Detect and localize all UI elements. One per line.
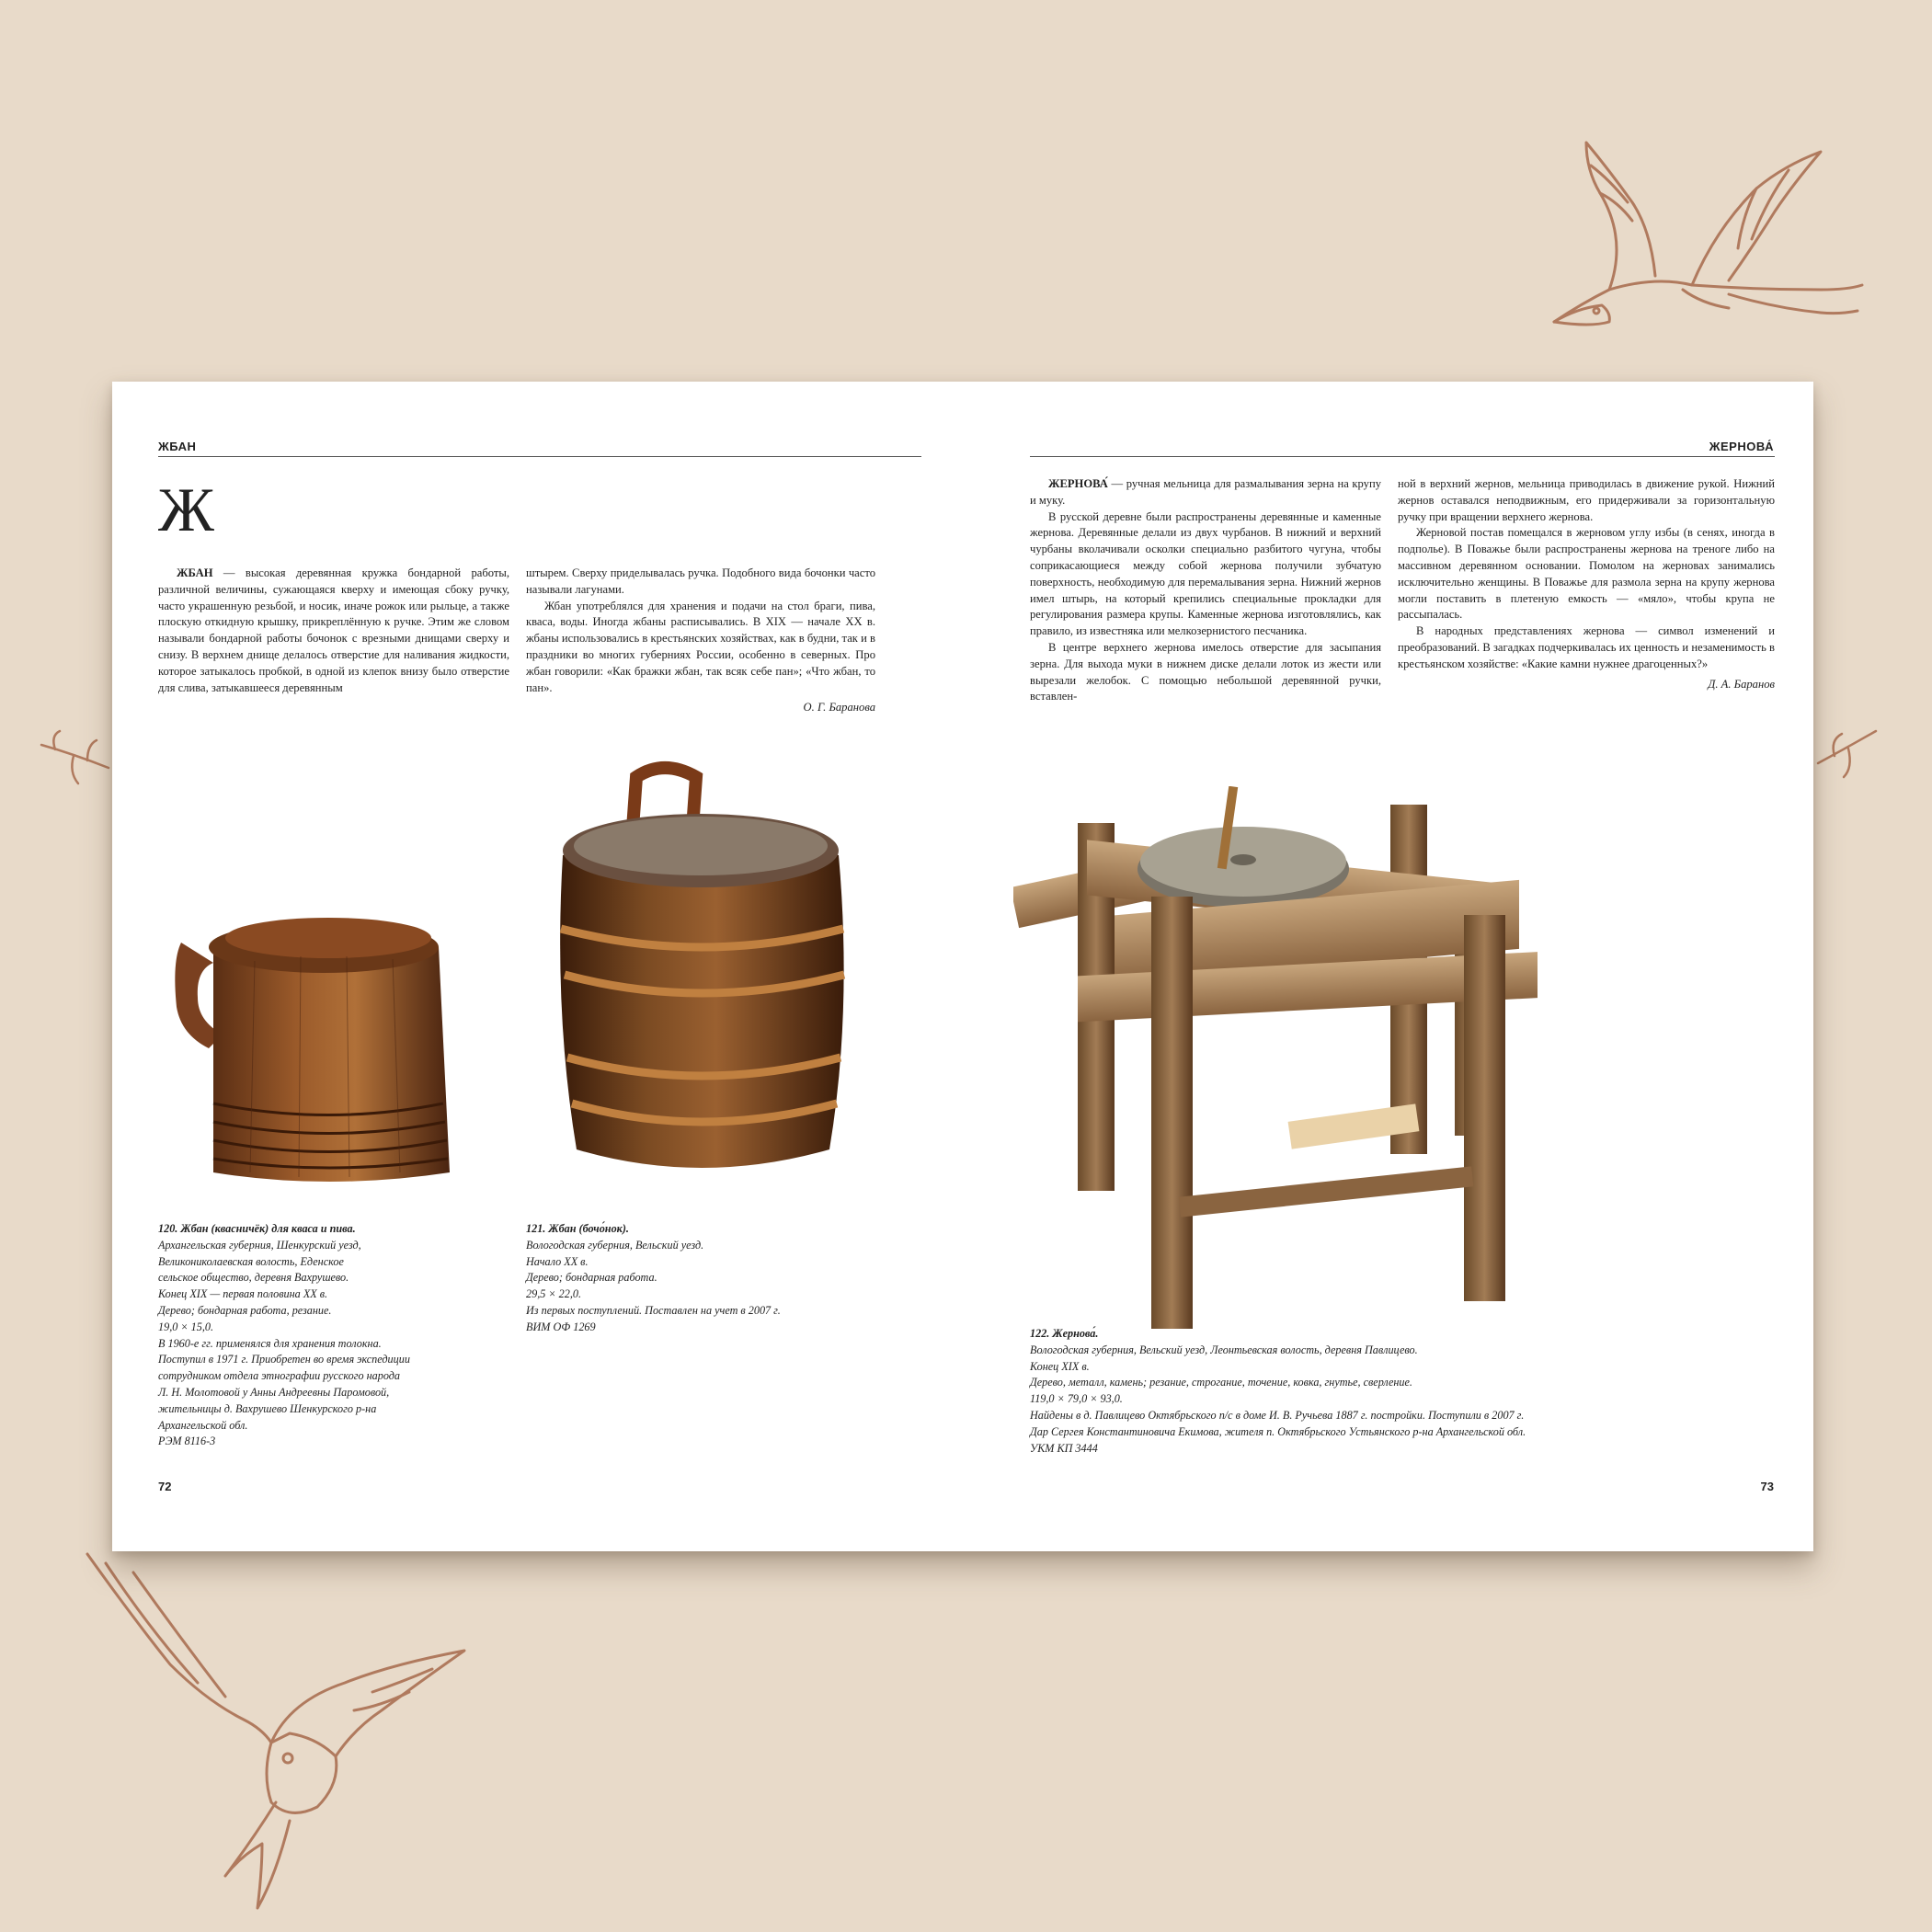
caption-line: В 1960-е гг. применялся для хранения толокна. (158, 1336, 382, 1350)
left-page (112, 382, 963, 1551)
caption-line: Архангельская губерния, Шенкурский уезд, (158, 1238, 361, 1252)
page-number: 73 (1760, 1480, 1774, 1493)
article-column-1 (158, 566, 509, 696)
caption-line: Вологодская губерния, Вельский уезд, Леонтьевская волость, деревня Павлицево. (1030, 1343, 1418, 1356)
entry-headword: ЖЕРНОВА́ (1048, 477, 1108, 490)
caption-line: Найдены в д. Павлицево Октябрьского п/с в доме И. В. Ручьева 1887 г. постройки. Поступили в 2007 г. (1030, 1408, 1525, 1422)
caption-line: ВИМ ОФ 1269 (526, 1320, 596, 1333)
mug-photo (163, 897, 466, 1191)
figure-caption-121 (526, 1221, 781, 1336)
caption-line: Из первых поступлений. Поставлен на учет в 2007 г. (526, 1303, 781, 1317)
article-column-2 (1398, 476, 1775, 692)
article-paragraph: Жбан употреблялся для хранения и подачи на стол браги, пива, кваса, воды. Иногда жбаны расписывались. В XIX — начале XX в. жбаны использовались в крестьянских хозяйствах, как в будни, так и в праздники во многих губерниях России, особенно в северных. Про жбан говорили: «Как бражки жбан, так всяк себе пан»; «Что жбан, то пан». (526, 599, 875, 694)
swallow-top-right-illustration (1545, 101, 1876, 340)
caption-line: Дар Сергея Константиновича Екимова, жителя п. Октябрьского Устьянского р-на Архангельской обл. (1030, 1424, 1526, 1438)
caption-title: 120. Жбан (квасничёк) для кваса и пива. (158, 1222, 356, 1235)
article-paragraph: штырем. Сверху приделывалась ручка. Подобного вида бочонки часто называли лагунами. (526, 566, 875, 596)
caption-line: Л. Н. Молотовой у Анны Андреевны Паромовой, (158, 1385, 390, 1399)
article-paragraph: Жерновой постав помещался в жерновом углу избы (в сенях, иногда в подполье). В Поважье были распространены жернова на треноге либо на массивном деревянном основании. Помолом на жерновах занимались исключительно женщины. В Поважье для размола зерна на крупу жернова могли поставить в плетеную емкость — «мяло», чтобы крупа не рассыпалась. (1398, 526, 1775, 622)
article-text: — ручная мельница для размалывания зерна на крупу и муку. (1030, 477, 1381, 507)
caption-line: Великониколаевская волость, Еденское (158, 1254, 344, 1268)
caption-line: Поступил в 1971 г. Приобретен во время экспедиции (158, 1353, 410, 1366)
article-paragraph: В народных представлениях жернова — символ изменений и преобразований. В загадках подчеркивалась их ценность и незаменимость в крестьянском хозяйстве: «Какие камни нужнее драгоценных?» (1398, 624, 1775, 670)
caption-line: Дерево; бондарная работа, резание. (158, 1303, 332, 1317)
running-head: ЖЕРНОВА́ (1709, 440, 1774, 453)
caption-line: Вологодская губерния, Вельский уезд. (526, 1238, 704, 1252)
running-head: ЖБАН (158, 440, 197, 453)
caption-line: Дерево, металл, камень; резание, строгание, точение, ковка, гнутье, сверление. (1030, 1376, 1412, 1389)
caption-line: сельское общество, деревня Вахрушево. (158, 1271, 349, 1285)
article-paragraph: ной в верхний жернов, мельница приводилась в движение рукой. Нижний жернов оставался неподвижным, его придерживали за горизонтальную ручку при вращении верхнего жернова. (1398, 477, 1775, 523)
header-rule (1030, 456, 1775, 457)
caption-line: 19,0 × 15,0. (158, 1320, 214, 1333)
right-page (963, 382, 1813, 1551)
article-column-2 (526, 566, 875, 716)
entry-headword: ЖБАН (177, 566, 213, 579)
caption-line: 119,0 × 79,0 × 93,0. (1030, 1392, 1123, 1406)
swallow-bottom-left-illustration (78, 1545, 483, 1913)
section-letter: Ж (158, 474, 214, 544)
barrel-photo (535, 754, 866, 1195)
millstone-photo (1013, 786, 1565, 1338)
author-signature: О. Г. Баранова (803, 701, 875, 714)
article-column-1 (1030, 476, 1381, 705)
author-signature: Д. А. Баранов (1708, 677, 1775, 691)
article-text: — высокая деревянная кружка бондарной работы, различной величины, сужающаяся кверху и имеющая сбоку ручку, часто украшенную резьбой, и носик, иначе рожок или рыльце, а также плоскую откидную крышку, прикреплённую к ручке. Этим же словом называли бондарной работы бочонок с врезными днищами сверху и снизу. В верхнем днище делалось отверстие для наливания жидкости, которое затыкалось пробкой, в одной из клепок внизу было отверстие для слива, затыкавшееся деревянным (158, 566, 509, 694)
caption-line: Конец XIX — первая половина XX в. (158, 1287, 328, 1301)
page-number: 72 (158, 1480, 172, 1493)
caption-title: 121. Жбан (бочо́нок). (526, 1222, 629, 1235)
caption-title: 122. Жернова́. (1030, 1327, 1099, 1340)
header-rule (158, 456, 921, 457)
caption-line: Дерево; бондарная работа. (526, 1271, 657, 1285)
sprig-left-ornament (37, 726, 110, 791)
figure-caption-122 (1030, 1326, 1526, 1457)
figure-caption-120 (158, 1221, 410, 1450)
caption-line: Начало XX в. (526, 1254, 589, 1268)
caption-line: жительницы д. Вахрушево Шенкурского р-на (158, 1401, 377, 1415)
caption-line: 29,5 × 22,0. (526, 1287, 582, 1301)
article-paragraph: В центре верхнего жернова имелось отверстие для засыпания зерна. Для выхода муки в нижнем диске делали лоток из жести или вырезали желобок. С помощью небольшой деревянной ручки, вставлен- (1030, 640, 1381, 703)
book-spread (112, 382, 1813, 1551)
article-paragraph: В русской деревне были распространены деревянные и каменные жернова. Деревянные делали из двух чурбанов. В нижний и верхний чурбаны вколачивали осколки специально разбитого чугуна, чтобы соприкасающиеся между собой жернова получили зубчатую поверхность, необходимую для перемалывания зерна. Нижний жернов имел штырь, на который крепились специальные прокладки для регулирования размера крупы. Каменные жернова изготовлялись, как правило, из известняка или мелкозернистого песчаника. (1030, 509, 1381, 638)
sprig-right-ornament (1816, 726, 1881, 782)
caption-line: сотрудником отдела этнографии русского народа (158, 1369, 401, 1383)
caption-line: Конец XIX в. (1030, 1359, 1090, 1373)
caption-line: Архангельской обл. (158, 1418, 248, 1432)
caption-line: УКМ КП 3444 (1030, 1441, 1098, 1455)
caption-line: РЭМ 8116-3 (158, 1435, 216, 1448)
